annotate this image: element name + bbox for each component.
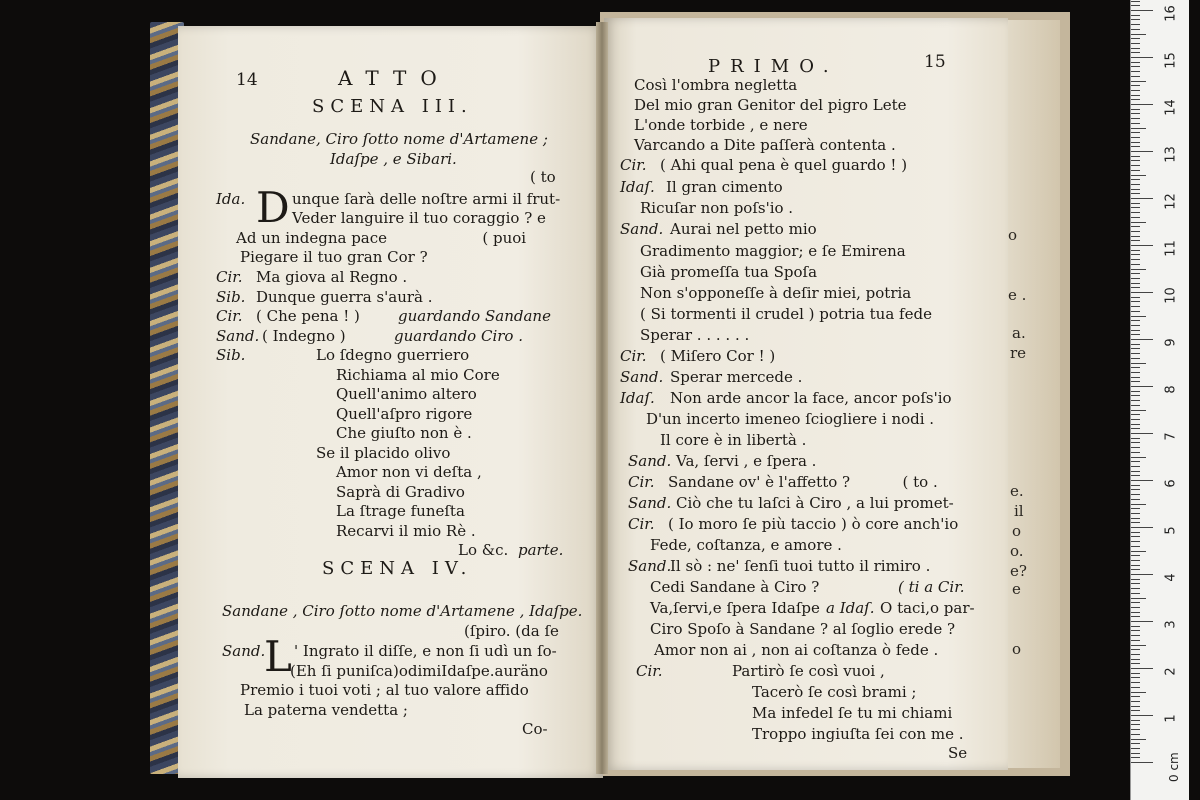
ruler-number: 15 <box>1163 52 1179 69</box>
ruler-tick <box>1131 692 1146 693</box>
verse-line: ( Io moro ſe più taccio ) ò core anch'io <box>668 515 959 533</box>
margin-fragment: re <box>1010 344 1027 362</box>
ruler-tick <box>1131 330 1140 331</box>
verse-line: (Eh ſi puniſca)odimiIdaſpe.auräno <box>290 662 548 680</box>
ruler-tick <box>1131 414 1140 415</box>
verse-line: Sperar mercede . <box>670 368 803 386</box>
ruler-tick <box>1131 306 1140 307</box>
speaker-label: Sand. <box>628 452 672 470</box>
ruler-tick <box>1131 240 1140 241</box>
ruler-tick <box>1131 616 1140 617</box>
ruler-tick <box>1131 532 1140 533</box>
ruler-number: 9 <box>1163 338 1179 347</box>
ruler-tick <box>1131 264 1140 265</box>
ruler-number: 12 <box>1163 193 1179 210</box>
speaker-label: Sand. <box>628 494 672 512</box>
ruler-tick <box>1131 391 1140 392</box>
ruler-tick <box>1131 184 1140 185</box>
ruler-tick <box>1131 128 1146 129</box>
ruler-tick <box>1131 555 1140 556</box>
ruler-tick <box>1131 222 1146 223</box>
ruler-tick <box>1131 504 1146 505</box>
verse-line: Già promeſſa tua Spoſa <box>640 263 818 281</box>
speaker-label: Cir. <box>620 156 647 174</box>
ruler-tick <box>1131 579 1140 580</box>
ruler-tick <box>1131 442 1140 443</box>
speaker-label: Sand. <box>222 642 266 660</box>
ruler-tick <box>1131 701 1140 702</box>
ruler-tick <box>1131 499 1140 500</box>
ruler-tick <box>1131 189 1140 190</box>
ruler-tick <box>1131 757 1140 758</box>
ruler-number: 7 <box>1163 432 1179 441</box>
ruler-tick <box>1131 217 1140 218</box>
ruler-tick <box>1131 297 1140 298</box>
ruler-unit: 0 cm <box>1167 752 1181 782</box>
ruler-tick <box>1131 424 1140 425</box>
ruler-tick <box>1131 203 1140 204</box>
ruler-tick <box>1131 518 1140 519</box>
ruler-tick <box>1131 410 1146 411</box>
ruler-tick <box>1131 273 1140 274</box>
ruler-tick <box>1131 250 1140 251</box>
ruler-tick <box>1131 358 1140 359</box>
speaker-label: Sand. <box>628 557 672 575</box>
ruler-tick <box>1131 508 1140 509</box>
ruler-tick <box>1131 85 1140 86</box>
ruler-number: 6 <box>1163 479 1179 488</box>
ruler-tick <box>1131 292 1153 293</box>
ruler-tick <box>1131 236 1140 237</box>
verse-line: Va, ſervi , e ſpera . <box>676 452 817 470</box>
ruler-tick <box>1131 34 1146 35</box>
ruler-tick <box>1131 372 1140 373</box>
ruler-tick <box>1131 5 1140 6</box>
ruler-tick <box>1131 734 1140 735</box>
margin-fragment: e . <box>1008 286 1027 304</box>
verse-line: Ma giova al Regno . <box>256 268 408 286</box>
ruler-tick <box>1131 170 1140 171</box>
aria-line: Ma infedel ſe tu mi chiami <box>752 704 953 722</box>
scene3-cast-line1: Sandane, Ciro ſotto nome d'Artamene ; <box>250 130 548 148</box>
ruler-tick <box>1131 654 1140 655</box>
ruler-tick <box>1131 339 1153 340</box>
ruler-tick <box>1131 81 1146 82</box>
verse-line: Amor non ai , non ai coſtanza ò fede . <box>654 641 939 659</box>
ruler-tick <box>1131 10 1153 11</box>
verse-line: ( Ahi qual pena è quel guardo ! ) <box>660 156 908 174</box>
ruler-tick <box>1131 344 1140 345</box>
ruler-tick <box>1131 325 1140 326</box>
verse-line: unque ſarà delle noſtre armi il frut- <box>292 190 561 208</box>
ruler-tick <box>1131 113 1140 114</box>
ruler-number: 3 <box>1163 620 1179 629</box>
ruler-tick <box>1131 245 1153 246</box>
scene4-cast: Sandane , Ciro ſotto nome d'Artamene , Idaſpe. <box>222 602 583 620</box>
ruler-tick <box>1131 452 1140 453</box>
ruler-tick <box>1131 66 1140 67</box>
ruler-number: 10 <box>1163 287 1179 304</box>
ruler-tick <box>1131 428 1140 429</box>
ruler-number: 4 <box>1163 573 1179 582</box>
margin-fragment: e <box>1012 580 1021 598</box>
ruler-tick <box>1131 400 1140 401</box>
catchword-right: Se <box>948 744 968 762</box>
scene4-heading: SCENA IV. <box>322 558 473 579</box>
ruler-tick <box>1131 457 1146 458</box>
verse-line: Non s'opponeſſe à deſir miei, potria <box>640 284 912 302</box>
aria-line: La ſtrage funeſta <box>336 502 465 520</box>
ruler-tick <box>1131 62 1140 63</box>
speaker-label: Cir. <box>628 473 655 491</box>
drop-cap-d: D <box>256 183 290 232</box>
verse-line: Sandane ov' è l'affetto ? ( to . <box>668 473 938 491</box>
speaker-label: Idaſ. <box>620 178 655 196</box>
ruler-tick <box>1131 574 1153 575</box>
catchword-left: Co- <box>522 720 548 738</box>
ruler-tick <box>1131 729 1140 730</box>
ruler-tick <box>1131 259 1140 260</box>
aria-line: Tacerò ſe così brami ; <box>752 683 917 701</box>
speaker-label: Cir. <box>636 662 663 680</box>
ruler-number: 2 <box>1163 667 1179 676</box>
ruler-tick <box>1131 673 1140 674</box>
aria-line: Amor non vi deſta , <box>336 463 482 481</box>
speaker-label: Cir. <box>216 307 243 325</box>
ruler-tick <box>1131 269 1146 270</box>
ruler-tick <box>1131 29 1140 30</box>
verse-line: D'un incerto imeneo ſciogliere i nodi . <box>646 410 935 428</box>
ruler-tick <box>1131 165 1140 166</box>
ruler-tick <box>1131 663 1140 664</box>
ruler-tick <box>1131 160 1140 161</box>
ruler-tick <box>1131 677 1140 678</box>
verse-line: L'onde torbide , e nere <box>634 116 808 134</box>
ruler-tick <box>1131 231 1140 232</box>
ruler-tick <box>1131 76 1140 77</box>
ruler-tick <box>1131 151 1153 152</box>
ruler-tick <box>1131 602 1140 603</box>
speaker-label: Cir. <box>620 347 647 365</box>
ruler-tick <box>1131 353 1140 354</box>
ruler-number: 1 <box>1163 714 1179 723</box>
scene3-heading: SCENA III. <box>312 96 473 117</box>
aria-line: Quell'animo altero <box>336 385 477 403</box>
ruler-tick <box>1131 99 1140 100</box>
ruler-tick <box>1131 405 1140 406</box>
verse-line: Il core è in libertà . <box>660 431 807 449</box>
speaker-label: Sand. <box>620 220 664 238</box>
ruler-tick <box>1131 494 1140 495</box>
verse-line: Così l'ombra negletta <box>634 76 798 94</box>
ruler-tick <box>1131 24 1140 25</box>
ruler-tick <box>1131 438 1140 439</box>
ruler-tick <box>1131 471 1140 472</box>
ruler-tick <box>1131 132 1140 133</box>
ruler-tick <box>1131 626 1140 627</box>
speaker-label: Sib. <box>216 346 246 364</box>
margin-fragment: il <box>1014 502 1024 520</box>
ruler-tick <box>1131 715 1153 716</box>
aria-line: Che giuſto non è . <box>336 424 472 442</box>
ruler-tick <box>1131 480 1153 481</box>
ruler-tick <box>1131 706 1140 707</box>
ruler-tick <box>1131 513 1140 514</box>
ruler-tick <box>1131 193 1140 194</box>
verse-line: Ad un indegna pace ( puoi <box>236 229 527 247</box>
ruler-tick <box>1131 607 1140 608</box>
page-number-right: 15 <box>924 52 946 72</box>
margin-fragment: o <box>1012 640 1022 658</box>
verse-line: Il sò : ne' ſenſi tuoi tutto il rimiro . <box>670 557 931 575</box>
aria-line: Partirò ſe così vuoi , <box>732 662 885 680</box>
ruler-tick <box>1131 447 1140 448</box>
verse-line: Sperar . . . . . . <box>640 326 750 344</box>
aria-line: Saprà di Gradivo <box>336 483 465 501</box>
ruler-tick <box>1131 287 1140 288</box>
verse-line: Piegare il tuo gran Cor ? <box>240 248 428 266</box>
ruler-tick <box>1131 15 1140 16</box>
ruler-tick <box>1131 57 1153 58</box>
ruler-tick <box>1131 565 1140 566</box>
verse-line: Ciò che tu laſci à Ciro , a lui promet- <box>676 494 954 512</box>
verse-line: Gradimento maggior; e ſe Emirena <box>640 242 906 260</box>
running-head-left: ATTO <box>338 66 451 90</box>
ruler-tick <box>1131 95 1140 96</box>
ruler-tick <box>1131 687 1140 688</box>
margin-fragment: o <box>1012 522 1022 540</box>
ruler-tick <box>1131 212 1140 213</box>
verse-line: Ricuſar non poſs'io . <box>640 199 794 217</box>
verse-line: Veder languire il tuo coraggio ? e <box>292 209 546 227</box>
ruler-tick <box>1131 560 1140 561</box>
ruler-number: 14 <box>1163 99 1179 116</box>
speaker-label: Ida. <box>216 190 246 208</box>
ruler-tick <box>1131 649 1140 650</box>
ruler-tick <box>1131 334 1140 335</box>
verse-line: Varcando a Dite paſſerà contenta . <box>634 136 896 154</box>
verse-line: La paterna vendetta ; <box>244 701 408 719</box>
stage-direction: guardando Ciro . <box>394 327 523 345</box>
ruler-tick <box>1131 146 1140 147</box>
ruler-tick <box>1131 659 1140 660</box>
ruler-tick <box>1131 198 1153 199</box>
lo-ecc: Lo &c. <box>458 541 509 559</box>
ruler-tick <box>1131 621 1153 622</box>
ruler-tick <box>1131 348 1140 349</box>
scene3-cast-line2: Idaſpe , e Sibari. <box>330 150 457 168</box>
speaker-label: Cir. <box>216 268 243 286</box>
ruler-tick <box>1131 38 1140 39</box>
ruler-tick <box>1131 207 1140 208</box>
ruler-tick <box>1131 598 1146 599</box>
ruler-tick <box>1131 19 1140 20</box>
verse-line: Fede, coſtanza, e amore . <box>650 536 842 554</box>
ruler-tick <box>1131 724 1140 725</box>
stage-direction-parte: parte. <box>518 541 564 559</box>
speaker-label: Sand. <box>620 368 664 386</box>
ruler-tick <box>1131 630 1140 631</box>
ruler-tick <box>1131 71 1140 72</box>
ruler-tick <box>1131 137 1140 138</box>
ruler-tick <box>1131 109 1140 110</box>
ruler-number: 16 <box>1163 5 1179 22</box>
stage-direction: guardando Sandane <box>398 307 551 325</box>
ruler-tick <box>1131 278 1140 279</box>
verse-line: Va,ſervi,e ſpera Idaſpe <box>650 599 820 617</box>
ruler-tick <box>1131 748 1140 749</box>
speaker-label: Cir. <box>628 515 655 533</box>
ruler-tick <box>1131 551 1146 552</box>
ruler-tick <box>1131 588 1140 589</box>
ruler-tick <box>1131 527 1153 528</box>
ruler-tick <box>1131 485 1140 486</box>
book-gutter <box>596 22 608 774</box>
ruler-tick <box>1131 316 1146 317</box>
verse-line: ( Che pena ! ) <box>256 307 360 325</box>
verse-line: Non arde ancor la face, ancor poſs'io <box>670 389 952 407</box>
verse-line: O taci,o par- <box>880 599 975 617</box>
speaker-label: Sand. <box>216 327 260 345</box>
ruler-tick <box>1131 720 1140 721</box>
ruler-tick <box>1131 536 1140 537</box>
margin-fragment: e? <box>1010 562 1027 580</box>
ruler-tick <box>1131 635 1140 636</box>
ruler-tick <box>1131 461 1140 462</box>
ruler-tick <box>1131 179 1140 180</box>
ruler-tick <box>1131 43 1140 44</box>
ruler-tick <box>1131 583 1140 584</box>
ruler-tick <box>1131 419 1140 420</box>
margin-fragment: e. <box>1010 482 1024 500</box>
verse-line: ( Si tormenti il crudel ) potria tua fede <box>640 305 932 323</box>
verse-line: Del mio gran Genitor del pigro Lete <box>634 96 907 114</box>
ruler-tick <box>1131 522 1140 523</box>
ruler-tick <box>1131 612 1140 613</box>
ruler-number: 11 <box>1163 240 1179 257</box>
ruler-tick <box>1131 254 1140 255</box>
ruler-tick <box>1131 489 1140 490</box>
verse-line: Premio i tuoi voti ; al tuo valore affido <box>240 681 529 699</box>
ruler-tick <box>1131 386 1153 387</box>
verse-line: ( Indegno ) <box>262 327 346 345</box>
ruler-tick <box>1131 142 1140 143</box>
ruler-tick <box>1131 640 1140 641</box>
ruler-tick <box>1131 156 1140 157</box>
ruler-tick <box>1131 104 1153 105</box>
ruler-tick <box>1131 710 1140 711</box>
ruler-tick <box>1131 320 1140 321</box>
ruler-tick <box>1131 377 1140 378</box>
verse-line: Dunque guerra s'aurà . <box>256 288 433 306</box>
ruler-tick <box>1131 668 1153 669</box>
ruler-tick <box>1131 475 1140 476</box>
ruler-tick <box>1131 546 1140 547</box>
stage-direction-spiro: (ſpiro. (da ſe <box>464 622 559 640</box>
ruler-tick <box>1131 395 1140 396</box>
ruler-tick <box>1131 123 1140 124</box>
ruler-tick <box>1131 466 1140 467</box>
aria-line: Troppo ingiuſta ſei con me . <box>752 725 964 743</box>
ruler-tick <box>1131 1 1140 2</box>
aria-line: Quell'aſpro rigore <box>336 405 473 423</box>
stage-direction: ( ti a Cir. <box>898 578 965 596</box>
ruler-tick <box>1131 739 1146 740</box>
ruler-tick <box>1131 682 1140 683</box>
ruler-tick <box>1131 381 1140 382</box>
drop-cap-l: L <box>264 632 292 681</box>
ruler-tick <box>1131 118 1140 119</box>
verse-line: Ciro Spoſo à Sandane ? al ſoglio erede ? <box>650 620 956 638</box>
ruler-tick <box>1131 541 1140 542</box>
margin-fragment: a. <box>1012 324 1026 342</box>
ruler-tick <box>1131 90 1140 91</box>
ruler-tick <box>1131 226 1140 227</box>
speaker-label: Idaſ. <box>620 389 655 407</box>
ruler-tick <box>1131 52 1140 53</box>
ruler-tick <box>1131 363 1146 364</box>
margin-fragment: o. <box>1010 542 1024 560</box>
verse-line: Aurai nel petto mio <box>670 220 817 238</box>
aria-line: Se il placido olivo <box>316 444 451 462</box>
ruler-tick <box>1131 743 1140 744</box>
verse-line: ( Miſero Cor ! ) <box>660 347 776 365</box>
ruler-tick <box>1131 175 1146 176</box>
ruler-number: 8 <box>1163 385 1179 394</box>
ruler-tick <box>1131 283 1140 284</box>
aria-line: Recarvi il mio Rè . <box>336 522 476 540</box>
ruler-number: 13 <box>1163 146 1179 163</box>
ruler-tick <box>1131 593 1140 594</box>
ruler-tick <box>1131 433 1153 434</box>
stage-direction-to: ( to <box>530 168 556 186</box>
ruler-tick <box>1131 696 1140 697</box>
ruler-tick <box>1131 367 1140 368</box>
ruler-number: 5 <box>1163 526 1179 535</box>
ruler-tick <box>1131 311 1140 312</box>
running-head-right: PRIMO. <box>708 56 839 77</box>
verse-line: Cedi Sandane à Ciro ? <box>650 578 820 596</box>
verse-line: Il gran cimento <box>666 178 783 196</box>
ruler-tick <box>1131 48 1140 49</box>
measuring-ruler <box>1130 0 1189 800</box>
ruler-tick <box>1131 753 1140 754</box>
ruler-tick <box>1131 645 1146 646</box>
speaker-label: Sib. <box>216 288 246 306</box>
ruler-tick <box>1131 762 1153 763</box>
aria-line: Richiama al mio Core <box>336 366 500 384</box>
ruler-tick <box>1131 301 1140 302</box>
ruler-tick <box>1131 569 1140 570</box>
verse-line: Lo ſdegno guerriero <box>316 346 470 364</box>
verse-line: ' Ingrato il diſſe, e non ſi udì un ſo- <box>294 642 557 660</box>
page-number-left: 14 <box>236 70 258 90</box>
margin-fragment: o <box>1008 226 1018 244</box>
stage-direction: a Idaſ. <box>826 599 875 617</box>
